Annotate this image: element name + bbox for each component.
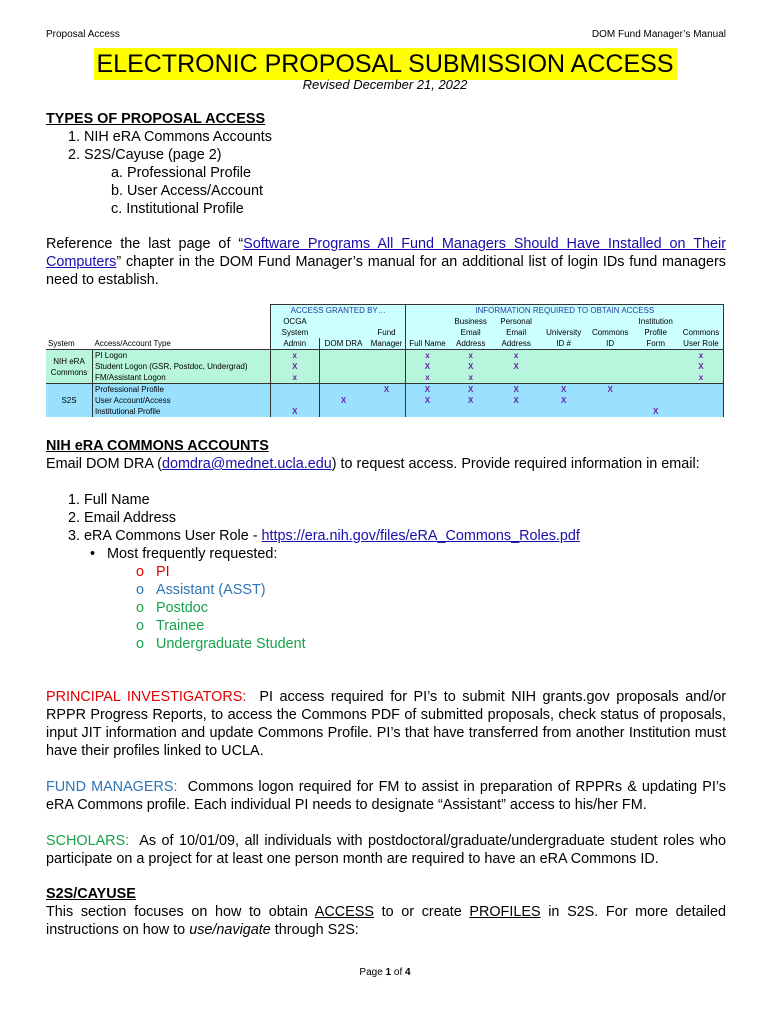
table-row: User Account/Access X X X X X (46, 395, 724, 406)
software-programs-link[interactable]: Software Programs All Fund Managers Should Have Installed on Their Computers (46, 236, 726, 270)
types-heading: TYPES OF PROPOSAL ACCESS (46, 111, 266, 127)
group-info-required: INFORMATION REQUIRED TO OBTAIN ACCESS (406, 305, 724, 317)
role-trainee: o Trainee (136, 618, 205, 634)
group-access-granted: ACCESS GRANTED BY… (270, 305, 405, 317)
table-row: Institutional Profile X X (46, 406, 724, 417)
types-item: 2. S2S/Cayuse (page 2) (68, 147, 222, 163)
system-nih: NIH eRA Commons (46, 350, 93, 384)
s2s-heading: S2S/CAYUSE (46, 886, 136, 902)
header-right: DOM Fund Manager’s Manual (591, 29, 726, 40)
system-s2s: S2S (46, 384, 93, 418)
pi-paragraph: PRINCIPAL INVESTIGATORS: PI access required for PI’s to submit NIH grants.gov proposals and/or RPPR Progress Reports, to access the Commons PDF of submitted proposals, check status of proposals, input JIT information and update Commons Profile. PI’s that have transferred from another Institution must have their profiles linked to UCLA. (46, 689, 727, 759)
era-roles-link[interactable]: https://era.nih.gov/files/eRA_Commons_Roles.pdf (261, 528, 580, 544)
types-subitem: c. Institutional Profile (111, 201, 244, 217)
scholars-paragraph: SCHOLARS: As of 10/01/09, all individuals with postdoctoral/graduate/undergraduate student roles who participate on a project for at least one person month are required to have an eRA Commons ID. (46, 833, 726, 867)
s2s-paragraph: This section focuses on how to obtain ACCESS to or create PROFILES in S2S. For more detailed instructions on how to use/navigate through S2S: (46, 904, 727, 938)
types-subitem: a. Professional Profile (111, 165, 251, 181)
revised-date: Revised December 21, 2022 (302, 77, 468, 92)
table-row: FM/Assistant Logon x x x x (46, 372, 724, 384)
types-subitem: b. User Access/Account (111, 183, 263, 199)
page-footer: Page 1 of 4 (359, 967, 411, 978)
col-system: System (46, 338, 93, 350)
dra-email-link[interactable]: domdra@mednet.ucla.edu (161, 456, 332, 472)
types-item: 1. NIH eRA Commons Accounts (68, 129, 272, 145)
types-section (46, 110, 726, 218)
bullet-item: • Most frequently requested: (90, 546, 278, 562)
role-assistant: o Assistant (ASST) (136, 582, 266, 598)
access-table: ACCESS GRANTED BY… INFORMATION REQUIRED TO OBTAIN ACCESS OCGA Business Personal Institution System Fund Email Email University Commons Profile Commons System Access/Account Type Admin DOM DRA Manager Full Name Address Address ID # ID Form User Role NIH eRA Commons PI Logon x x x x x Student Logon (GSR, Postdoc, Undergrad) X X X X X FM/Assistant Logon x x x x S2S Professional Profile X X X X X X User Account/Access X X X X X Institutional Profile X X (46, 304, 724, 417)
nih-section (46, 437, 726, 653)
table-row: NIH eRA Commons PI Logon x x x x x (46, 350, 724, 362)
document-title: ELECTRONIC PROPOSAL SUBMISSION ACCESS (94, 48, 677, 80)
nih-heading: NIH eRA COMMONS ACCOUNTS (46, 438, 269, 454)
nih-list-item: 2. Email Address (68, 510, 176, 526)
fm-paragraph: FUND MANAGERS: Commons logon required for FM to assist in preparation of RPPRs & updating PI’s eRA Commons profile. Each individual PI needs to designate “Assistant” access to his/her FM. (46, 779, 726, 813)
nih-email-paragraph: Email DOM DRA (domdra@mednet.ucla.edu) to request access. Provide required information in email: (46, 456, 700, 472)
role-pi: o PI (136, 564, 170, 580)
s2s-section (46, 885, 726, 939)
nih-list-item: 3. eRA Commons User Role - https://era.nih.gov/files/eRA_Commons_Roles.pdf (68, 528, 580, 544)
col-access-type: Access/Account Type (93, 338, 271, 350)
header-left: Proposal Access (46, 29, 120, 40)
table-row: Student Logon (GSR, Postdoc, Undergrad) X X X X X (46, 361, 724, 372)
table-row: S2S Professional Profile X X X X X X (46, 384, 724, 396)
role-postdoc: o Postdoc (136, 600, 208, 616)
role-undergrad: o Undergraduate Student (136, 636, 306, 652)
nih-list-item: 1. Full Name (68, 492, 150, 508)
reference-paragraph: Reference the last page of “Software Programs All Fund Managers Should Have Installed on Their Computers” chapter in the DOM Fund Manager’s manual for an additional list of login IDs fund managers need to establish. (46, 236, 726, 288)
